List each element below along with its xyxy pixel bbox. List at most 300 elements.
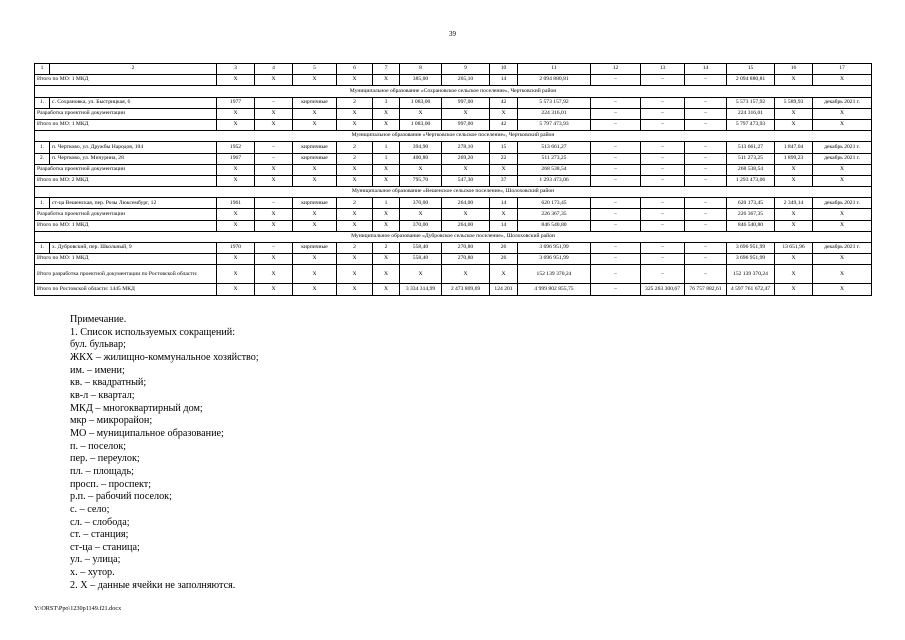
table-cell: 5 797 473,93	[518, 119, 591, 130]
table-cell: X	[373, 265, 400, 284]
table-cell: X	[373, 220, 400, 231]
table-cell: –	[685, 175, 727, 186]
table-cell: X	[293, 108, 337, 119]
table-cell: 9	[442, 64, 490, 75]
table-cell: 224 316,01	[518, 108, 591, 119]
table-cell: 5 589,93	[775, 97, 813, 108]
table-cell: X	[293, 75, 337, 86]
table-cell: X	[813, 108, 872, 119]
table-cell: 2	[337, 153, 373, 164]
table-cell: 1977	[217, 97, 255, 108]
table-cell: 513 661,27	[518, 142, 591, 153]
table-row-section	[35, 187, 872, 198]
table-cell: декабрь 2021 г.	[813, 198, 872, 209]
table-cell: 997,00	[442, 97, 490, 108]
table-cell: –	[641, 254, 685, 265]
table-cell: 37	[490, 175, 518, 186]
table-cell: –	[685, 97, 727, 108]
table-row-item	[35, 142, 872, 153]
table-row-total	[35, 284, 872, 295]
table-cell: X	[775, 119, 813, 130]
table-cell: 3	[373, 97, 400, 108]
table-cell: X	[373, 75, 400, 86]
table-cell: X	[775, 220, 813, 231]
table-row-total	[35, 75, 872, 86]
table-cell: 1.	[35, 142, 50, 153]
note-line: ул. – улица;	[70, 554, 121, 566]
table-cell: 2.	[35, 153, 50, 164]
table-cell: –	[591, 75, 641, 86]
table-cell: 13	[641, 64, 685, 75]
table-cell: 2 094 880,81	[727, 75, 775, 86]
table-cell: 394,90	[400, 142, 442, 153]
table-cell: X	[217, 209, 255, 220]
table-cell: –	[591, 284, 641, 295]
table-cell: X	[255, 209, 293, 220]
table-cell: –	[685, 108, 727, 119]
table-cell: 370,00	[400, 198, 442, 209]
note-line: 1. Список используемых сокращений:	[70, 326, 236, 338]
table-cell: 558,40	[400, 254, 442, 265]
table-cell: X	[217, 164, 255, 175]
table-cell: кирпичные	[293, 243, 337, 254]
table-cell: X	[293, 254, 337, 265]
table-cell: –	[685, 198, 727, 209]
table-cell: 17	[813, 64, 872, 75]
table-cell: X	[400, 108, 442, 119]
table-cell: 5 573 157,92	[518, 97, 591, 108]
table-cell: X	[255, 119, 293, 130]
table-cell: кирпичные	[293, 97, 337, 108]
table-cell: –	[255, 153, 293, 164]
table-cell: X	[217, 254, 255, 265]
table-cell: Итого по МО: 1 МКД	[35, 254, 217, 265]
table-cell: 3 696 951,99	[518, 243, 591, 254]
table-cell: –	[591, 164, 641, 175]
file-path: Y:\ORST\Ppo\1230p1149.f21.docx	[34, 605, 122, 612]
table-cell: кирпичные	[293, 142, 337, 153]
table-cell: 14	[490, 220, 518, 231]
table-cell: –	[591, 243, 641, 254]
table-cell: с. Сохрановка, ул. Быстрицкая, 6	[50, 97, 217, 108]
table-cell: X	[775, 254, 813, 265]
table-cell: X	[373, 108, 400, 119]
table-cell: 1.	[35, 97, 50, 108]
table-cell: X	[337, 220, 373, 231]
table-cell: 14	[685, 64, 727, 75]
table-cell: –	[255, 198, 293, 209]
table-cell: X	[775, 75, 813, 86]
table-cell: –	[591, 265, 641, 284]
table-cell: 2	[337, 97, 373, 108]
note-line: бул. бульвар;	[70, 339, 126, 351]
table-row-total	[35, 164, 872, 175]
table-cell: X	[775, 175, 813, 186]
table-cell: X	[373, 284, 400, 295]
table-cell: 1 847,04	[775, 142, 813, 153]
note-line: им. – имени;	[70, 364, 125, 376]
table-cell: X	[255, 254, 293, 265]
note-line: просп. – проспект;	[70, 478, 152, 490]
table-cell: –	[685, 243, 727, 254]
table-cell: 152 139 370,24	[518, 265, 591, 284]
table-cell: X	[490, 164, 518, 175]
table-cell: 7	[373, 64, 400, 75]
table-cell: X	[775, 284, 813, 295]
table-cell: 3 696 951,99	[518, 254, 591, 265]
table-cell: 1	[373, 198, 400, 209]
note-line: пер. – переулок;	[70, 453, 140, 465]
table-cell: 511 273,25	[727, 153, 775, 164]
table-cell: Итого по Ростовской области: 1445 МКД	[35, 284, 217, 295]
table-cell: X	[373, 164, 400, 175]
table-cell: –	[685, 142, 727, 153]
table-cell: –	[641, 220, 685, 231]
table-cell: X	[373, 209, 400, 220]
table-cell: 278,10	[442, 142, 490, 153]
table-cell: 1	[373, 153, 400, 164]
table-cell: X	[293, 164, 337, 175]
table-cell: 12	[591, 64, 641, 75]
table-cell: X	[775, 164, 813, 175]
table-cell: X	[813, 164, 872, 175]
table-cell: 5 573 157,92	[727, 97, 775, 108]
table-cell: 385,00	[400, 75, 442, 86]
table-cell: кирпичные	[293, 198, 337, 209]
table-cell: X	[217, 119, 255, 130]
table-cell: X	[337, 108, 373, 119]
note-line: с. – село;	[70, 503, 110, 515]
table-cell: X	[337, 75, 373, 86]
table-cell: X	[373, 119, 400, 130]
table-cell: 10	[490, 64, 518, 75]
table-cell: –	[255, 97, 293, 108]
table-cell: Муниципальное образование «Дубровское сельское поселение», Шолоховский район	[35, 231, 872, 242]
table-cell: 1	[373, 142, 400, 153]
table-cell: –	[685, 119, 727, 130]
table-cell: 2	[337, 243, 373, 254]
table-cell: п. Чертково, ул. Дружбы Народов, 104	[50, 142, 217, 153]
table-cell: 997,00	[442, 119, 490, 130]
table-cell: X	[813, 220, 872, 231]
note-line: 2. Х – данные ячейки не заполняются.	[70, 579, 236, 591]
table-cell: X	[217, 175, 255, 186]
table-cell: X	[813, 209, 872, 220]
table-row-total	[35, 220, 872, 231]
table-cell: –	[641, 142, 685, 153]
table-cell: –	[641, 265, 685, 284]
table-row-item	[35, 198, 872, 209]
table-cell: Итого по МО: 2 МКД	[35, 175, 217, 186]
table-cell: –	[641, 198, 685, 209]
table-cell: 226 367,35	[518, 209, 591, 220]
table-cell: 1 083,00	[400, 119, 442, 130]
table-cell: Итого по МО: 1 МКД	[35, 75, 217, 86]
note-line: сл. – слобода;	[70, 516, 130, 528]
table-cell: ст-ца Вешенская, пер. Розы Люксембург, 12	[50, 198, 217, 209]
table-cell: –	[685, 254, 727, 265]
table-cell: –	[685, 220, 727, 231]
table-cell: 3 334 314,99	[400, 284, 442, 295]
table-cell: 226 367,35	[727, 209, 775, 220]
table-cell: X	[490, 265, 518, 284]
table-cell: X	[337, 175, 373, 186]
table-cell: 42	[490, 97, 518, 108]
table-row-total	[35, 254, 872, 265]
table-cell: 2	[337, 198, 373, 209]
table-cell: 846 540,80	[518, 220, 591, 231]
table-cell: 4 999 802 855,75	[518, 284, 591, 295]
table-cell: 400,80	[400, 153, 442, 164]
table-cell: 270,80	[442, 254, 490, 265]
table-cell: 1 293 473,06	[727, 175, 775, 186]
table-cell: 325 263 300,67	[641, 284, 685, 295]
table-cell: Разработка проектной документации	[35, 108, 217, 119]
table-cell: X	[337, 164, 373, 175]
table-cell: 8	[400, 64, 442, 75]
table-cell: 1	[35, 64, 50, 75]
table-cell: X	[813, 254, 872, 265]
table-cell: 511 273,25	[518, 153, 591, 164]
note-line: п. – поселок;	[70, 440, 127, 452]
table-cell: –	[591, 220, 641, 231]
table-row-total	[35, 209, 872, 220]
table-cell: декабрь 2021 г.	[813, 153, 872, 164]
table-cell: 4	[255, 64, 293, 75]
table-cell: –	[591, 153, 641, 164]
table-cell: 268 538,54	[518, 164, 591, 175]
table-cell: 620 173,45	[518, 198, 591, 209]
table-cell: 76 757 882,61	[685, 284, 727, 295]
note-line: пл. – площадь;	[70, 465, 134, 477]
table-cell: X	[217, 75, 255, 86]
table-cell: Разработка проектной документации	[35, 164, 217, 175]
table-cell: X	[255, 108, 293, 119]
table-cell: –	[685, 164, 727, 175]
table-cell: х. Дубровский, пер. Школьный, 9	[50, 243, 217, 254]
table-cell: X	[775, 265, 813, 284]
table-cell: X	[813, 265, 872, 284]
table-cell: X	[813, 175, 872, 186]
table-cell: 4 597 761 672,47	[727, 284, 775, 295]
table-cell: 264,00	[442, 198, 490, 209]
table-cell: Итого по МО: 1 МКД	[35, 119, 217, 130]
table-cell: X	[813, 119, 872, 130]
table-cell: 2	[50, 64, 217, 75]
table-cell: –	[641, 175, 685, 186]
table-cell: 224 316,01	[727, 108, 775, 119]
table-row-total	[35, 265, 872, 284]
table-row-header	[35, 64, 872, 75]
table-cell: 16	[775, 64, 813, 75]
table-cell: 14	[490, 75, 518, 86]
table-cell: 370,00	[400, 220, 442, 231]
table-cell: X	[373, 175, 400, 186]
table-cell: X	[293, 220, 337, 231]
table-row-section	[35, 131, 872, 142]
table-cell: X	[255, 220, 293, 231]
table-cell: 5	[293, 64, 337, 75]
table-cell: 1970	[217, 243, 255, 254]
table-cell: 42	[490, 119, 518, 130]
table-cell: –	[255, 243, 293, 254]
table-cell: X	[400, 209, 442, 220]
table-cell: 152 139 370,24	[727, 265, 775, 284]
table-cell: X	[490, 108, 518, 119]
table-cell: X	[373, 254, 400, 265]
table-cell: 13 651,96	[775, 243, 813, 254]
table-cell: X	[337, 254, 373, 265]
table-cell: X	[217, 108, 255, 119]
notes-section	[70, 314, 259, 592]
table-cell: –	[591, 175, 641, 186]
note-line: МО – муниципальное образование;	[70, 427, 224, 439]
table-cell: кирпичные	[293, 153, 337, 164]
table-cell: 15	[490, 142, 518, 153]
table-cell: 2	[337, 142, 373, 153]
table-cell: –	[591, 97, 641, 108]
table-row-item	[35, 243, 872, 254]
table-cell: 270,80	[442, 243, 490, 254]
table-cell: –	[255, 142, 293, 153]
table-cell: 2	[373, 243, 400, 254]
table-row-total	[35, 108, 872, 119]
table-cell: 26	[490, 243, 518, 254]
table-cell: X	[442, 164, 490, 175]
table-cell: п. Чертково, ул. Мичурина, 28	[50, 153, 217, 164]
table-cell: декабрь 2021 г.	[813, 142, 872, 153]
table-cell: X	[813, 75, 872, 86]
table-row-total	[35, 119, 872, 130]
table-cell: X	[400, 265, 442, 284]
table-cell: 268 538,54	[727, 164, 775, 175]
table-cell: X	[337, 209, 373, 220]
note-line: ст-ца – станица;	[70, 541, 140, 553]
table-cell: X	[293, 284, 337, 295]
table-cell: 124 201	[490, 284, 518, 295]
table-cell: –	[591, 108, 641, 119]
table-cell: X	[255, 164, 293, 175]
table-cell: 14	[490, 198, 518, 209]
table-cell: 3	[217, 64, 255, 75]
table-cell: 2 094 880,81	[518, 75, 591, 86]
table-cell: 15	[727, 64, 775, 75]
table-cell: Итого разработка проектной документации по Ростовской области:	[35, 265, 217, 284]
table-cell: 6	[337, 64, 373, 75]
table-cell: –	[641, 119, 685, 130]
table-cell: –	[591, 142, 641, 153]
table-cell: –	[685, 153, 727, 164]
table-cell: X	[217, 284, 255, 295]
table-cell: X	[255, 75, 293, 86]
page-number: 39	[449, 30, 456, 38]
table-cell: X	[337, 265, 373, 284]
table-cell: 558,40	[400, 243, 442, 254]
table-cell: X	[293, 175, 337, 186]
table-cell: X	[442, 265, 490, 284]
table-row-section	[35, 86, 872, 97]
table-cell: 1 293 473,06	[518, 175, 591, 186]
table-cell: 2 473 809,69	[442, 284, 490, 295]
note-line: ст. – станция;	[70, 529, 129, 541]
table-cell: 1.	[35, 243, 50, 254]
table-cell: –	[591, 198, 641, 209]
table-cell: Муниципальное образование «Вешенское сельское поселение», Шолоховский район	[35, 187, 872, 198]
table-cell: X	[293, 265, 337, 284]
table-cell: Итого по МО: 1 МКД	[35, 220, 217, 231]
table-cell: –	[641, 164, 685, 175]
table-cell: 264,00	[442, 220, 490, 231]
note-line: ЖКХ – жилищно-коммунальное хозяйство;	[70, 351, 259, 363]
table-cell: –	[641, 243, 685, 254]
table-cell: декабрь 2021 г.	[813, 243, 872, 254]
note-line: Примечание.	[70, 314, 127, 325]
table-cell: X	[337, 284, 373, 295]
table-cell: 26	[490, 254, 518, 265]
table-cell: –	[641, 108, 685, 119]
table-cell: 1.	[35, 198, 50, 209]
table-cell: 265,10	[442, 75, 490, 86]
repair-program-table	[34, 63, 872, 296]
table-cell: 1967	[217, 153, 255, 164]
table-cell: X	[775, 108, 813, 119]
table-cell: –	[591, 119, 641, 130]
note-line: МКД – многоквартирный дом;	[70, 402, 203, 414]
table-cell: X	[217, 220, 255, 231]
table-cell: 846 540,80	[727, 220, 775, 231]
table-row-item	[35, 97, 872, 108]
table-cell: 22	[490, 153, 518, 164]
table-cell: –	[685, 209, 727, 220]
table-cell: 3 696 951,99	[727, 254, 775, 265]
table-cell: 1 899,23	[775, 153, 813, 164]
table-cell: 5 797 473,93	[727, 119, 775, 130]
note-line: кв. – квадратный;	[70, 377, 147, 389]
note-line: кв-л – квартал;	[70, 389, 135, 401]
table-cell: X	[442, 108, 490, 119]
table-cell: 1 083,00	[400, 97, 442, 108]
table-cell: –	[641, 209, 685, 220]
table-cell: 1961	[217, 198, 255, 209]
table-cell: X	[255, 265, 293, 284]
table-cell: X	[217, 265, 255, 284]
table-cell: –	[591, 209, 641, 220]
note-line: мкр – микрорайон;	[70, 415, 153, 427]
table-cell: –	[641, 97, 685, 108]
table-cell: 620 173,45	[727, 198, 775, 209]
table-cell: 547,30	[442, 175, 490, 186]
table-cell: X	[337, 119, 373, 130]
table-cell: X	[442, 209, 490, 220]
table-cell: X	[490, 209, 518, 220]
table-cell: X	[775, 209, 813, 220]
table-cell: X	[293, 119, 337, 130]
table-cell: 269,20	[442, 153, 490, 164]
table-cell: X	[400, 164, 442, 175]
table-cell: X	[255, 284, 293, 295]
note-line: р.п. – рабочий поселок;	[70, 491, 172, 503]
table-cell: –	[641, 153, 685, 164]
table-cell: декабрь 2021 г.	[813, 97, 872, 108]
note-line: х. – хутор.	[70, 567, 115, 579]
table-cell: –	[685, 265, 727, 284]
table-cell: –	[685, 75, 727, 86]
table-cell: –	[641, 75, 685, 86]
table-cell: X	[255, 175, 293, 186]
table-cell: –	[591, 254, 641, 265]
table-row-section	[35, 231, 872, 242]
table-cell: 11	[518, 64, 591, 75]
